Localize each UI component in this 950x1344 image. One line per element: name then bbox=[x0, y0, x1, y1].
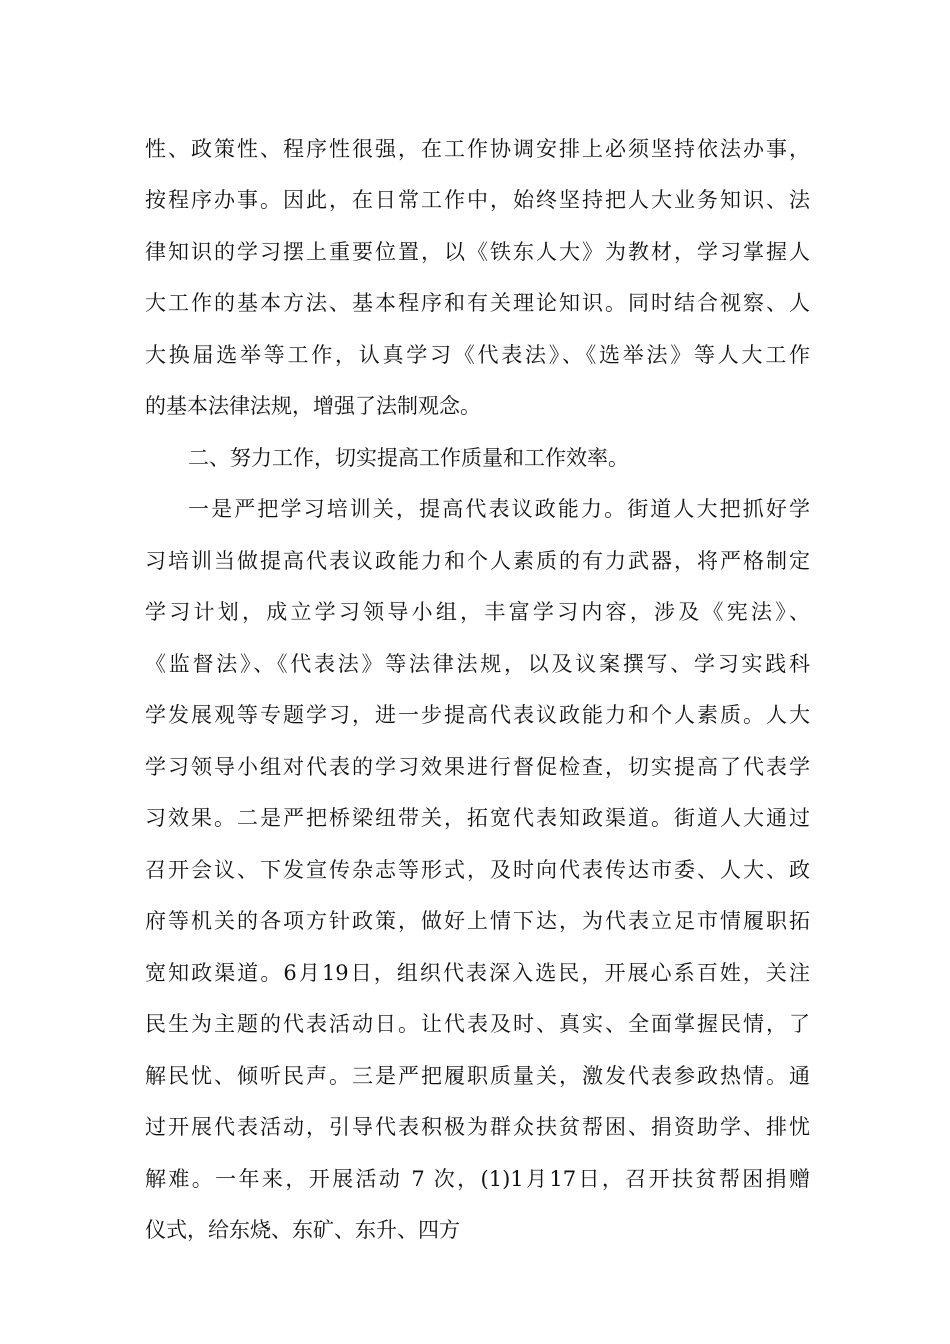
text-line: 学习计划，成立学习领导小组，丰富学习内容，涉及《宪法》、 bbox=[145, 600, 810, 624]
text-line: 大换届选举等工作，认真学习《代表法》、《选举法》等人大工作 bbox=[145, 343, 810, 367]
text-line: 召开会议、下发宣传杂志等形式，及时向代表传达市委、人大、政 bbox=[145, 858, 810, 882]
text-line: 过开展代表活动，引导代表积极为群众扶贫帮困、捐资助学、排忧 bbox=[145, 1115, 810, 1139]
text-line: 习效果。二是严把桥梁纽带关，拓宽代表知政渠道。街道人大通过 bbox=[145, 806, 810, 830]
text-line: 一是严把学习培训关，提高代表议政能力。街道人大把抓好学 bbox=[188, 497, 810, 521]
text-line: 解难。一年来，开展活动 7 次，(1)1月17日，召开扶贫帮困捐赠 bbox=[145, 1167, 810, 1191]
text-line: 大工作的基本方法、基本程序和有关理论知识。同时结合视察、人 bbox=[145, 291, 810, 315]
text-line: 仪式，给东烧、东矿、东升、四方 bbox=[145, 1218, 460, 1242]
text-line: 府等机关的各项方针政策，做好上情下达，为代表立足市情履职拓 bbox=[145, 909, 810, 933]
text-line: 的基本法律法规，增强了法制观念。 bbox=[145, 394, 481, 418]
text-line: 习培训当做提高代表议政能力和个人素质的有力武器，将严格制定 bbox=[145, 549, 810, 573]
text-line: 律知识的学习摆上重要位置，以《铁东人大》为教材，学习掌握人 bbox=[145, 240, 810, 264]
text-line: 《监督法》、《代表法》等法律法规，以及议案撰写、学习实践科 bbox=[145, 652, 810, 676]
text-line: 宽知政渠道。6月19日，组织代表深入选民，开展心系百姓，关注 bbox=[145, 961, 810, 985]
text-line: 解民忧、倾听民声。三是严把履职质量关，激发代表参政热情。通 bbox=[145, 1064, 810, 1088]
text-line: 学习领导小组对代表的学习效果进行督促检查，切实提高了代表学 bbox=[145, 755, 810, 779]
text-line: 按程序办事。因此，在日常工作中，始终坚持把人大业务知识、法 bbox=[145, 188, 810, 212]
text-line: 性、政策性、程序性很强，在工作协调安排上必须坚持依法办事， bbox=[145, 137, 810, 161]
section-heading: 二、努力工作，切实提高工作质量和工作效率。 bbox=[188, 446, 629, 470]
text-line: 民生为主题的代表活动日。让代表及时、真实、全面掌握民情，了 bbox=[145, 1012, 810, 1036]
text-line: 学发展观等专题学习，进一步提高代表议政能力和个人素质。人大 bbox=[145, 703, 810, 727]
